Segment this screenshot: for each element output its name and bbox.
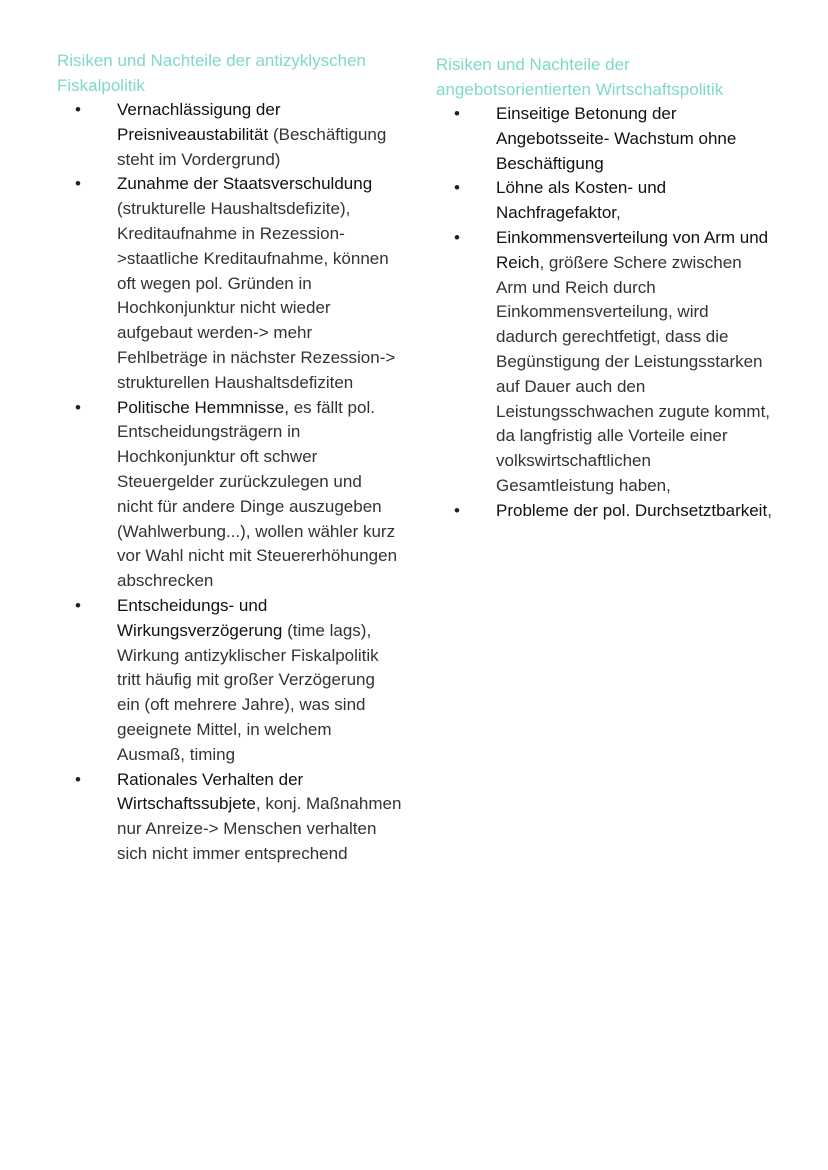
list-item	[436, 102, 772, 176]
left-list	[57, 98, 402, 867]
bullet-icon: •	[454, 227, 460, 247]
item-description: ,	[767, 500, 772, 520]
list-item	[436, 499, 772, 524]
item-description: , größere Schere zwischen Arm und Reich durch Einkommensverteilung, wird dadurch gerechtfetigt, dass die Begünstigung der Leistungsstarken auf Dauer auch den Leistungsschwachen zugute kommt, da langfristig alle Vorteile einer volkswirtschaftlichen Gesamtleistung haben,	[496, 252, 771, 495]
list-item	[57, 396, 402, 594]
item-term: Einseitige Betonung der Angebotsseite- Wachstum ohne Beschäftigung	[496, 104, 737, 173]
bullet-icon: •	[454, 104, 460, 123]
item-term: Löhne als Kosten- und Nachfragefaktor	[496, 178, 667, 223]
right-list	[436, 102, 772, 524]
item-term: Vernachlässigung der Preisniveaustabilität	[117, 100, 281, 144]
bullet-icon: •	[454, 178, 460, 198]
list-item	[57, 98, 402, 172]
left-column	[57, 48, 402, 867]
item-description: ,	[616, 203, 621, 223]
item-description: es fällt pol. Entscheidungsträgern in Hochkonjunktur oft schwer Steuergelder zurückzulegen und nicht für andere Dinge auszugeben (Wahlwerbung...), wollen wähler kurz vor Wahl nicht mit Steuererhöhungen abschrecken	[117, 397, 398, 591]
item-description: (time lags), Wirkung antizyklischer Fiskalpolitik tritt häufig mit großer Verzögerung ein (oft mehrere Jahre), was sind geeignete Mittel, in welchem Ausmaß, timing	[117, 620, 379, 764]
list-item	[57, 768, 402, 867]
right-column	[436, 52, 772, 524]
bullet-icon: •	[75, 397, 81, 417]
item-term: Zunahme der Staatsverschuldung	[117, 174, 373, 194]
left-heading: Risiken und Nachteile der antizyklyschen Fiskalpolitik	[57, 51, 366, 95]
right-heading: Risiken und Nachteile der angebotsorientierten Wirtschaftspolitik	[436, 55, 724, 99]
item-term: Probleme der pol. Durchsetztbarkeit	[496, 500, 768, 520]
item-term: Entscheidungs- und Wirkungsverzögerung	[117, 595, 283, 640]
item-term: Politische Hemmnisse,	[117, 397, 289, 417]
item-term: Einkommensverteilung von Arm und Reich	[496, 227, 769, 272]
item-description: , konj. Maßnahmen nur Anreize-> Menschen verhalten sich nicht immer entsprechend	[117, 794, 402, 863]
bullet-icon: •	[75, 769, 81, 789]
bullet-icon: •	[75, 100, 81, 119]
list-item	[436, 226, 772, 499]
item-description: (strukturelle Haushaltsdefizite), Kreditaufnahme in Rezession->staatliche Kreditaufnahme, können oft wegen pol. Gründen in Hochkonjunktur nicht wieder aufgebaut werden-> mehr Fehlbeträge in nächster Rezession-> strukturellen Haushaltsdefiziten	[117, 199, 396, 392]
bullet-icon: •	[75, 174, 81, 194]
bullet-icon: •	[75, 595, 81, 615]
list-item	[436, 176, 772, 226]
item-term: Rationales Verhalten der Wirtschaftssubjete	[117, 769, 304, 814]
item-description: (Beschäftigung steht im Vordergrund)	[117, 124, 387, 169]
list-item	[57, 594, 402, 768]
list-item	[57, 172, 402, 395]
bullet-icon: •	[454, 500, 460, 520]
